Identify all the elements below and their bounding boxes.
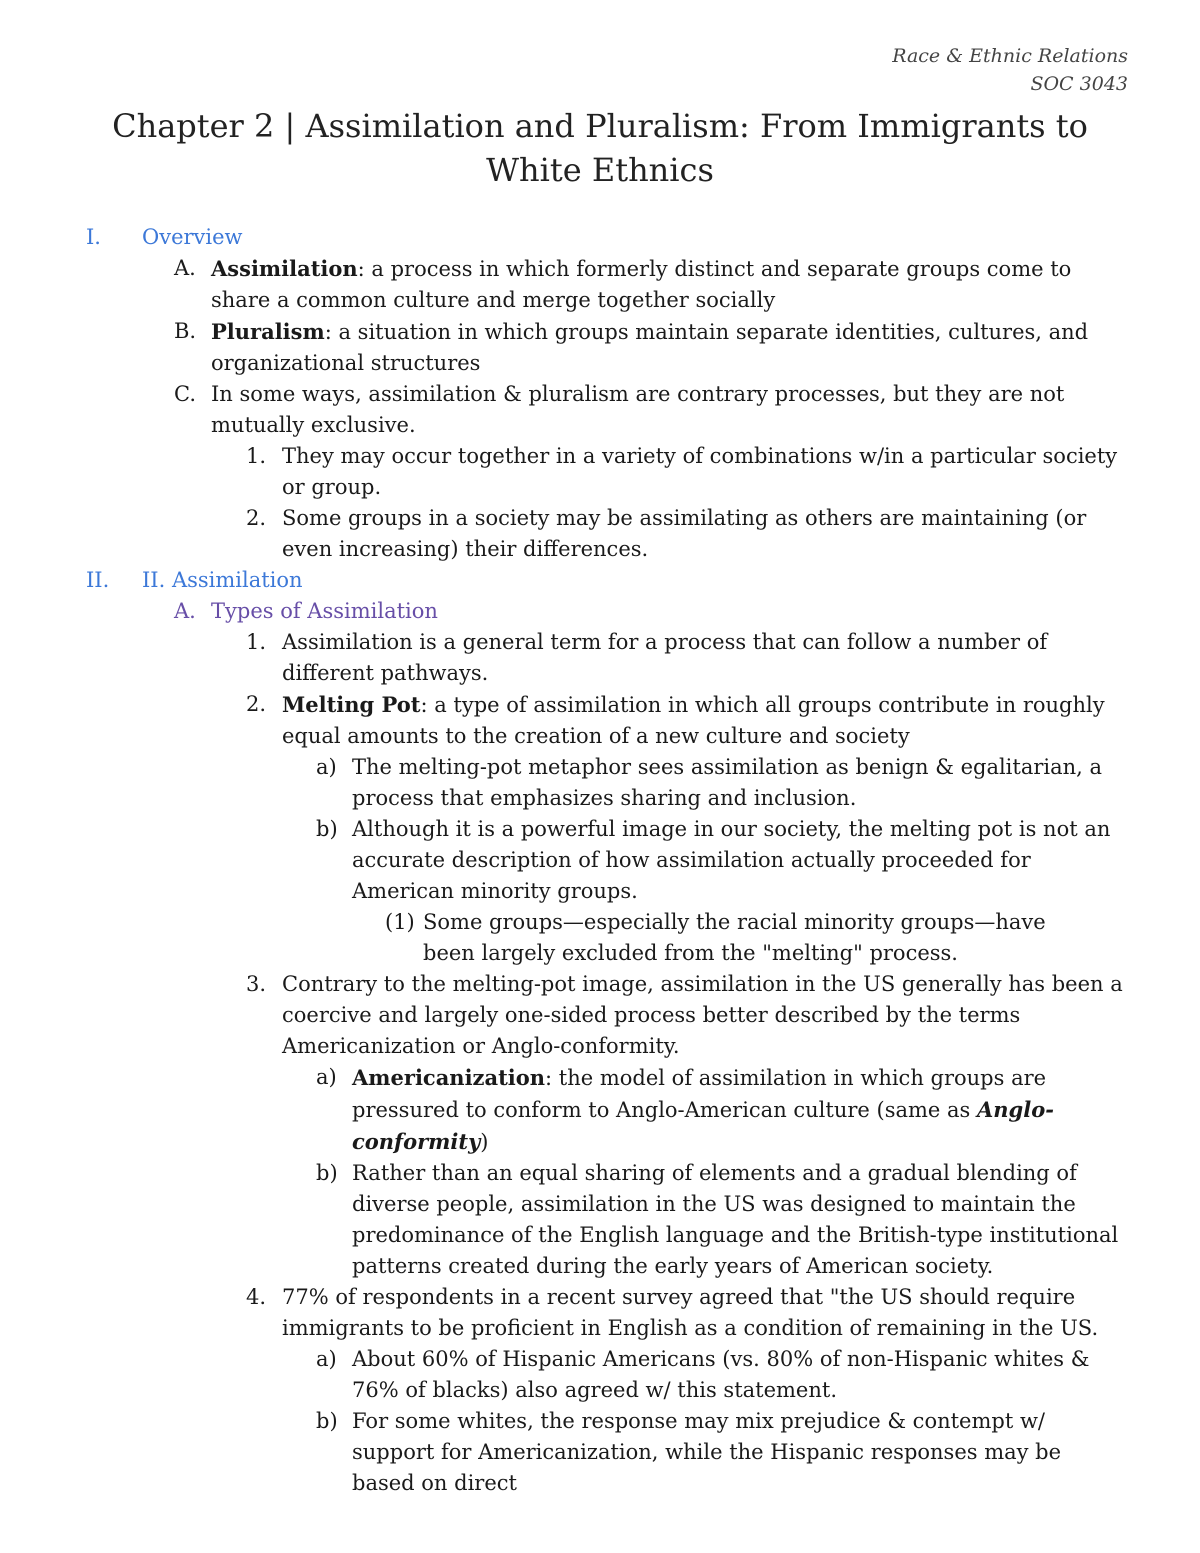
list-marker: b)	[316, 1161, 338, 1185]
section-heading: Overview	[142, 225, 243, 249]
list-marker: 3.	[246, 972, 267, 996]
outline-item	[0, 752, 1200, 814]
list-marker: 2.	[246, 692, 267, 716]
outline-item	[0, 379, 1200, 441]
closing-paren: )	[480, 1130, 489, 1154]
list-marker: C.	[174, 382, 196, 406]
outline-item	[0, 969, 1200, 1062]
outline-item-assimilation	[0, 565, 1200, 596]
outline-item	[0, 441, 1200, 503]
course-name: Race & Ethnic Relations	[892, 45, 1128, 67]
subsection-heading: Types of Assimilation	[211, 599, 438, 623]
item-text: Contrary to the melting-pot image, assimilation in the US generally has been a coercive and largely one-sided process better described by the terms Americanization or Anglo-conformity.	[282, 972, 1123, 1058]
item-text: In some ways, assimilation & pluralism are contrary processes, but they are not mutually exclusive.	[211, 382, 1065, 437]
list-marker: 2.	[246, 506, 267, 530]
outline-item	[0, 814, 1200, 907]
outline-item	[0, 253, 1200, 316]
definition-text: : a process in which formerly distinct and separate groups come to share a common culture and merge together socially	[211, 257, 1072, 312]
outline-item	[0, 907, 1200, 969]
outline-item	[0, 1062, 1200, 1158]
list-marker: A.	[174, 256, 196, 280]
item-text: Rather than an equal sharing of elements and a gradual blending of diverse people, assimilation in the US was designed to maintain the predominance of the English language and the British-type institutional patterns created during the early years of American society.	[352, 1161, 1119, 1278]
list-marker: II.	[86, 568, 110, 592]
list-marker: B.	[174, 319, 197, 343]
list-marker: a)	[316, 1065, 337, 1089]
term-pluralism: Pluralism	[211, 319, 325, 344]
outline-item-types	[0, 596, 1200, 627]
item-text: For some whites, the response may mix prejudice & contempt w/ support for Americanization, while the Hispanic responses may be based on direct	[352, 1409, 1062, 1495]
outline-item	[0, 1158, 1200, 1282]
outline	[0, 222, 1200, 1499]
term-anglo-conformity: Anglo-conformity	[352, 1097, 1054, 1154]
item-text: Assimilation is a general term for a process that can follow a number of different pathways.	[282, 630, 1048, 685]
outline-item	[0, 1344, 1200, 1406]
item-text: Although it is a powerful image in our society, the melting pot is not an accurate description of how assimilation actually proceeded for American minority groups.	[352, 817, 1111, 903]
list-marker: I.	[86, 225, 101, 249]
list-marker: a)	[316, 755, 337, 779]
page-header	[892, 42, 1128, 98]
item-text: Some groups—especially the racial minority groups—have been largely excluded from the "melting" process.	[423, 910, 1046, 965]
item-text: About 60% of Hispanic Americans (vs. 80% of non-Hispanic whites & 76% of blacks) also agreed w/ this statement.	[352, 1347, 1090, 1402]
definition-text: : a situation in which groups maintain separate identities, cultures, and organizational structures	[211, 320, 1089, 375]
outline-item	[0, 627, 1200, 689]
item-text: The melting-pot metaphor sees assimilation as benign & egalitarian, a process that emphasizes sharing and inclusion.	[352, 755, 1103, 810]
outline-item	[0, 503, 1200, 565]
page-title: Chapter 2 | Assimilation and Pluralism: From Immigrants to White Ethnics	[112, 107, 1088, 189]
definition-text: : a type of assimilation in which all groups contribute in roughly equal amounts to the creation of a new culture and society	[282, 693, 1105, 748]
item-text: They may occur together in a variety of combinations w/in a particular society or group.	[282, 444, 1118, 499]
definition-text: : the model of assimilation in which groups are pressured to conform to Anglo-American culture (same as	[352, 1066, 1047, 1122]
list-marker: b)	[316, 817, 338, 841]
list-marker: 1.	[246, 444, 267, 468]
course-code: SOC 3043	[1030, 73, 1128, 95]
item-text: 77% of respondents in a recent survey agreed that "the US should require immigrants to be proficient in English as a condition of remaining in the US.	[282, 1285, 1099, 1340]
list-marker: a)	[316, 1347, 337, 1371]
term-americanization: Americanization	[352, 1065, 546, 1090]
list-marker: (1)	[385, 910, 415, 934]
outline-item	[0, 1406, 1200, 1499]
outline-item-overview	[0, 222, 1200, 253]
section-heading: II. Assimilation	[142, 568, 303, 592]
list-marker: 4.	[246, 1285, 267, 1309]
outline-item	[0, 316, 1200, 379]
item-text: Some groups in a society may be assimilating as others are maintaining (or even increasing) their differences.	[282, 506, 1087, 561]
list-marker: 1.	[246, 630, 267, 654]
outline-item	[0, 1282, 1200, 1344]
term-melting-pot: Melting Pot	[282, 692, 421, 717]
list-marker: A.	[174, 599, 196, 623]
term-assimilation: Assimilation	[211, 256, 358, 281]
outline-item	[0, 689, 1200, 752]
list-marker: b)	[316, 1409, 338, 1433]
